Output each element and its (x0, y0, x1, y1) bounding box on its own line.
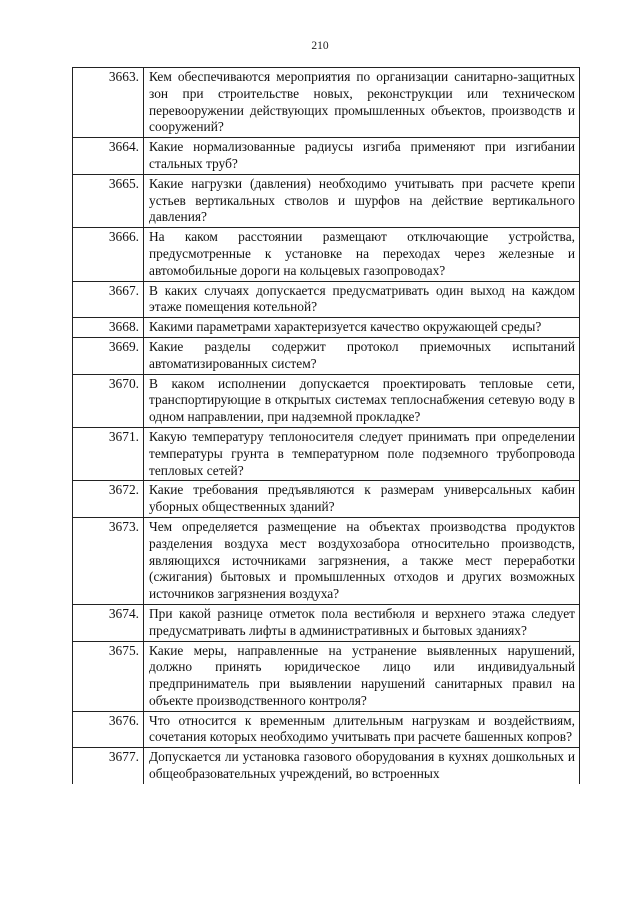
question-number: 3677. (73, 748, 144, 784)
question-text: Какую температуру теплоносителя следует принимать при определении температуры грунта в температурном поле подземного трубопровода тепловых сетей? (144, 427, 580, 480)
table-row (73, 337, 580, 374)
question-number: 3674. (73, 604, 144, 641)
table-row (73, 711, 580, 748)
question-number: 3669. (73, 337, 144, 374)
table-row (73, 318, 580, 338)
question-text: Что относится к временным длительным нагрузкам и воздействиям, сочетания которых необходимо учитывать при расчете башенных копров? (144, 711, 580, 748)
question-number: 3672. (73, 481, 144, 518)
page-number: 210 (311, 40, 329, 52)
question-text: Допускается ли установка газового оборудования в кухнях дошкольных и общеобразовательных учреждений, во встроенных (144, 748, 580, 784)
table-row (73, 138, 580, 175)
question-number: 3673. (73, 517, 144, 604)
question-text: Какими параметрами характеризуется качество окружающей среды? (144, 318, 580, 338)
question-number: 3668. (73, 318, 144, 338)
table-row (73, 481, 580, 518)
question-text: В каком исполнении допускается проектировать тепловые сети, транспортирующие в открытых системах теплоснабжения сетевую воду в одном направлении, при надземной прокладке? (144, 374, 580, 427)
question-text: Какие нормализованные радиусы изгиба применяют при изгибании стальных труб? (144, 138, 580, 175)
question-text: Чем определяется размещение на объектах производства продуктов разделения воздуха мест воздухозабора относительно производств, являющихся источниками загрязнения, а также мест переработки (сжигания) бытовых и промышленных отходов и других возможных источников загрязнения воздуха? (144, 517, 580, 604)
question-text: Кем обеспечиваются мероприятия по организации санитарно-защитных зон при строительстве новых, реконструкции или техническом перевооружении действующих промышленных объектов, производств и сооружений? (144, 68, 580, 138)
question-number: 3676. (73, 711, 144, 748)
table-row (73, 748, 580, 784)
table-row (73, 604, 580, 641)
question-number: 3670. (73, 374, 144, 427)
question-number: 3664. (73, 138, 144, 175)
question-text: В каких случаях допускается предусматривать один выход на каждом этаже помещения котельной? (144, 281, 580, 318)
question-number: 3666. (73, 228, 144, 281)
question-text: Какие разделы содержит протокол приемочных испытаний автоматизированных систем? (144, 337, 580, 374)
table-row (73, 281, 580, 318)
table-row (73, 427, 580, 480)
question-text: На каком расстоянии размещают отключающие устройства, предусмотренные к установке на переходах через железные и автомобильные дороги на кольцевых газопроводах? (144, 228, 580, 281)
question-number: 3663. (73, 68, 144, 138)
table-row (73, 174, 580, 227)
question-number: 3675. (73, 641, 144, 711)
question-number: 3667. (73, 281, 144, 318)
question-text: Какие нагрузки (давления) необходимо учитывать при расчете крепи устьев вертикальных стволов и шурфов на действие вертикального давления? (144, 174, 580, 227)
questions-table (72, 67, 580, 784)
question-text: При какой разнице отметок пола вестибюля и верхнего этажа следует предусматривать лифты в административных и бытовых зданиях? (144, 604, 580, 641)
table-row (73, 68, 580, 138)
table-row (73, 228, 580, 281)
question-text: Какие требования предъявляются к размерам универсальных кабин уборных общественных зданий? (144, 481, 580, 518)
question-number: 3671. (73, 427, 144, 480)
questions-table-body (73, 68, 580, 784)
table-row (73, 374, 580, 427)
question-text: Какие меры, направленные на устранение выявленных нарушений, должно принять юридическое лицо или индивидуальный предприниматель при выявлении нарушений санитарных правил на объекте производственного контроля? (144, 641, 580, 711)
question-number: 3665. (73, 174, 144, 227)
table-row (73, 517, 580, 604)
table-row (73, 641, 580, 711)
